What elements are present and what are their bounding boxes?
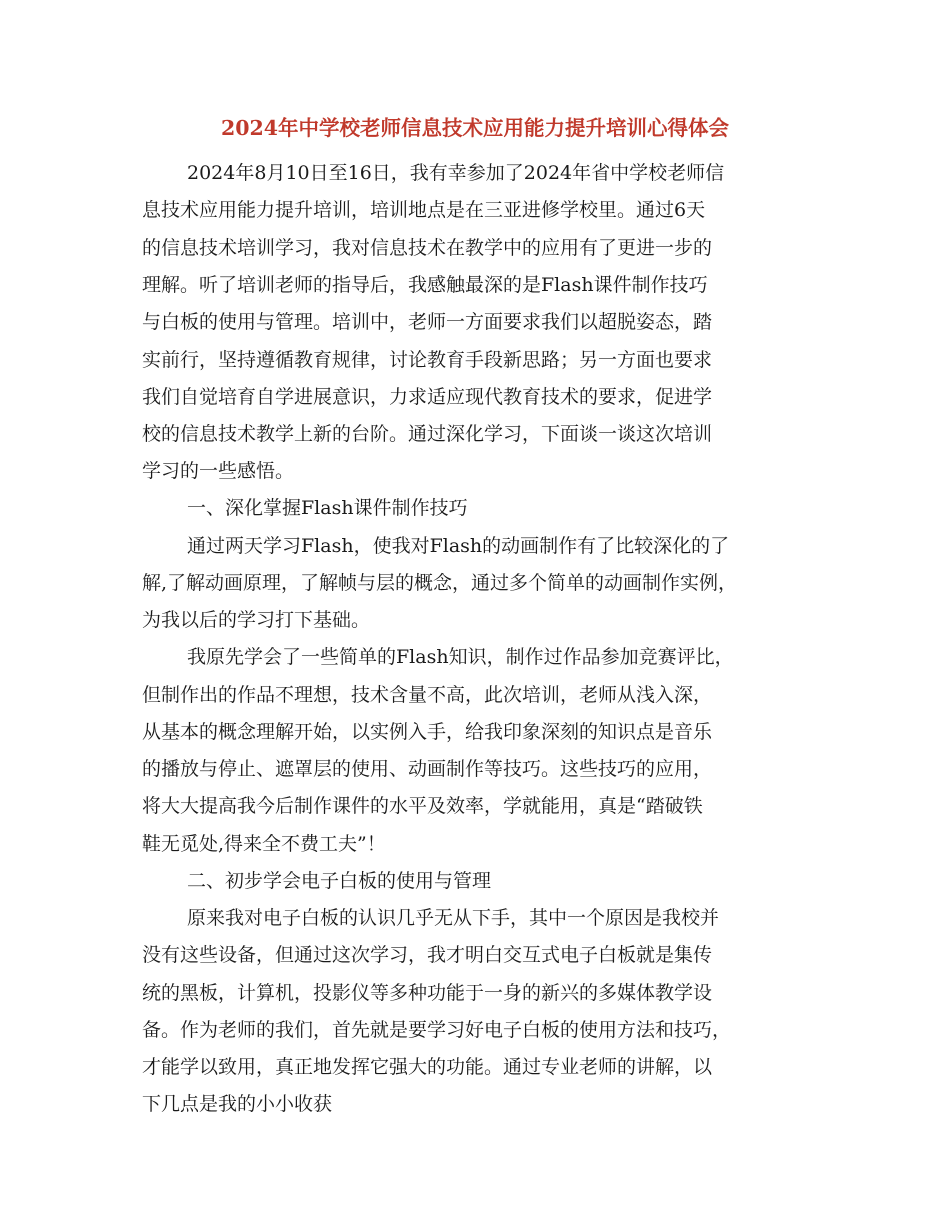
text-line: 将大大提高我今后制作课件的水平及效率，学就能用，真是“踏破铁	[142, 795, 703, 817]
text-line: 的播放与停止、遮罩层的使用、动画制作等技巧。这些技巧的应用，	[142, 758, 713, 780]
text-line: 下几点是我的小小收获	[142, 1093, 333, 1115]
text-line: 统的黑板，计算机，投影仪等多种功能于一身的新兴的多媒体教学设	[142, 982, 713, 1004]
text-line: 原来我对电子白板的认识几乎无从下手，其中一个原因是我校并	[187, 907, 720, 929]
text-line: 息技术应用能力提升培训，培训地点是在三亚进修学校里。通过6天	[142, 199, 706, 221]
text-line: 通过两天学习Flash，使我对Flash的动画制作有了比较深化的了	[187, 535, 730, 557]
text-line: 的信息技术培训学习，我对信息技术在教学中的应用有了更进一步的	[142, 237, 713, 259]
text-line: 学习的一些感悟。	[142, 460, 295, 482]
text-line: 备。作为老师的我们，首先就是要学习好电子白板的使用方法和技巧，	[142, 1019, 732, 1041]
text-line: 与白板的使用与管理。培训中，老师一方面要求我们以超脱姿态，踏	[142, 311, 713, 333]
text-line: 解,了解动画原理，了解帧与层的概念，通过多个简单的动画制作实例，	[142, 572, 738, 594]
text-line: 2024年8月10日至16日，我有幸参加了2024年省中学校老师信	[187, 162, 725, 184]
text-line: 我原先学会了一些简单的Flash知识，制作过作品参加竞赛评比，	[187, 646, 734, 668]
section-heading: 二、初步学会电子白板的使用与管理	[187, 870, 492, 892]
text-line: 实前行，坚持遵循教育规律，讨论教育手段新思路；另一方面也要求	[142, 349, 713, 371]
text-line: 但制作出的作品不理想，技术含量不高，此次培训，老师从浅入深，	[142, 684, 713, 706]
document-title: 2024年中学校老师信息技术应用能力提升培训心得体会	[220, 116, 730, 140]
text-line: 我们自觉培育自学进展意识，力求适应现代教育技术的要求，促进学	[142, 386, 713, 408]
text-line: 没有这些设备，但通过这次学习，我才明白交互式电子白板就是集传	[142, 944, 713, 966]
text-line: 理解。听了培训老师的指导后，我感触最深的是Flash课件制作技巧	[142, 274, 708, 296]
text-line: 校的信息技术教学上新的台阶。通过深化学习，下面谈一谈这次培训	[142, 423, 713, 445]
text-line: 为我以后的学习打下基础。	[142, 609, 371, 631]
text-line: 从基本的概念理解开始，以实例入手，给我印象深刻的知识点是音乐	[142, 721, 713, 743]
text-line: 才能学以致用，真正地发挥它强大的功能。通过专业老师的讲解，以	[142, 1056, 713, 1078]
text-line: 鞋无觅处,得来全不费工夫”！	[142, 833, 386, 855]
section-heading: 一、深化掌握Flash课件制作技巧	[187, 497, 468, 519]
